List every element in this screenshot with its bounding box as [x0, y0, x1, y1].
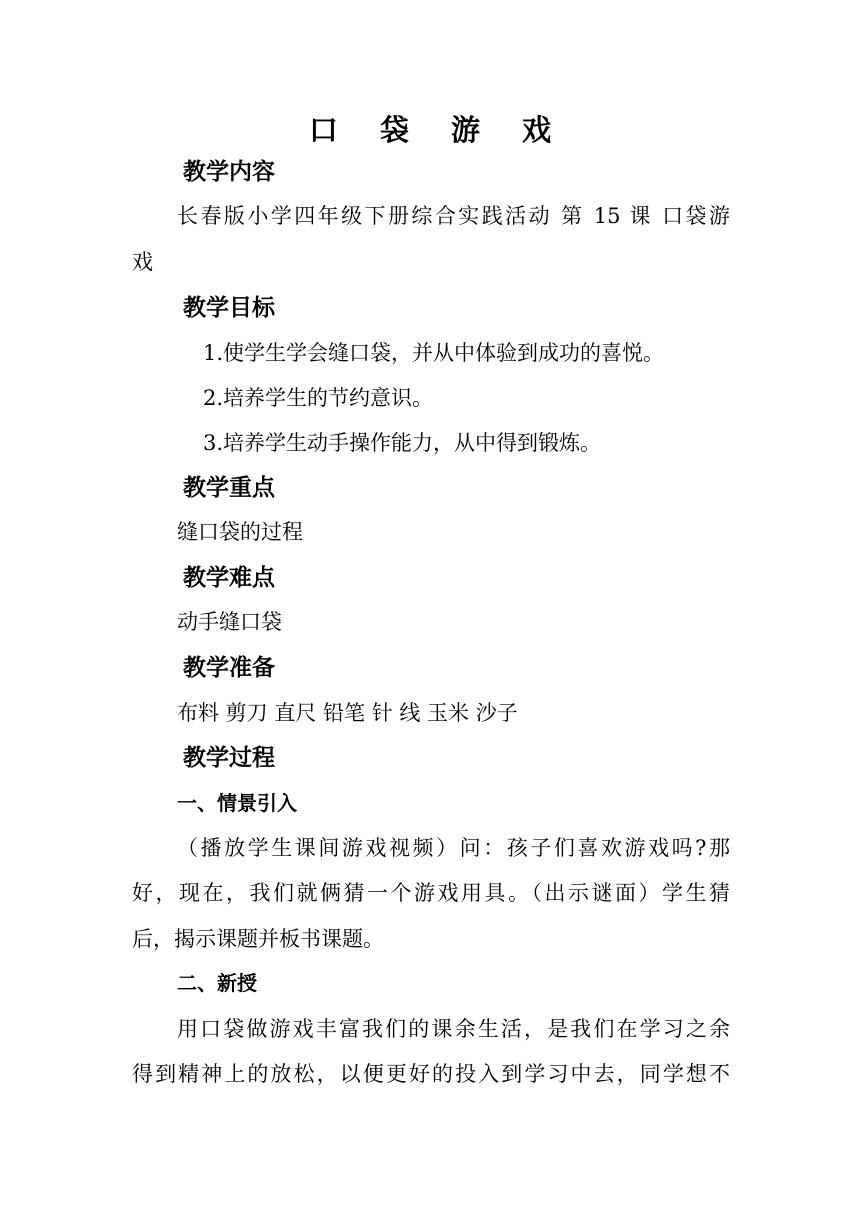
- heading-teaching-goals: 教学目标: [183, 295, 275, 321]
- paragraph-line: 后，揭示课题并板书课题。: [132, 927, 384, 951]
- content-line-2: 戏: [132, 250, 153, 274]
- goal-item-1: 1.使学生学会缝口袋，并从中体验到成功的喜悦。: [203, 341, 665, 365]
- paragraph-line: 用口袋做游戏丰富我们的课余生活，是我们在学习之余: [177, 1017, 730, 1041]
- paragraph-line: 好，现在，我们就俩猜一个游戏用具。（出示谜面）学生猜: [132, 881, 730, 905]
- goal-item-2: 2.培养学生的节约意识。: [203, 386, 434, 410]
- difficulty-text: 动手缝口袋: [177, 610, 282, 634]
- subheading-new-lesson: 二、新授: [177, 971, 257, 995]
- goal-item-3: 3.培养学生动手操作能力，从中得到锻炼。: [203, 431, 602, 455]
- content-line-1: 长春版小学四年级下册综合实践活动 第 15 课 口袋游: [177, 204, 730, 228]
- key-point-text: 缝口袋的过程: [177, 520, 303, 544]
- heading-preparation: 教学准备: [183, 655, 275, 681]
- paragraph-line: 得到精神上的放松，以便更好的投入到学习中去，同学想不: [132, 1062, 730, 1086]
- heading-teaching-content: 教学内容: [183, 159, 275, 185]
- heading-difficulty: 教学难点: [183, 565, 275, 591]
- paragraph-line: （播放学生课间游戏视频）问：孩子们喜欢游戏吗?那: [177, 836, 730, 860]
- preparation-text: 布料 剪刀 直尺 铅笔 针 线 玉米 沙子: [177, 701, 518, 725]
- heading-key-point: 教学重点: [183, 475, 275, 501]
- subheading-scene-intro: 一、情景引入: [177, 791, 297, 815]
- heading-process: 教学过程: [183, 745, 275, 771]
- document-title: 口 袋 游 戏: [308, 113, 568, 147]
